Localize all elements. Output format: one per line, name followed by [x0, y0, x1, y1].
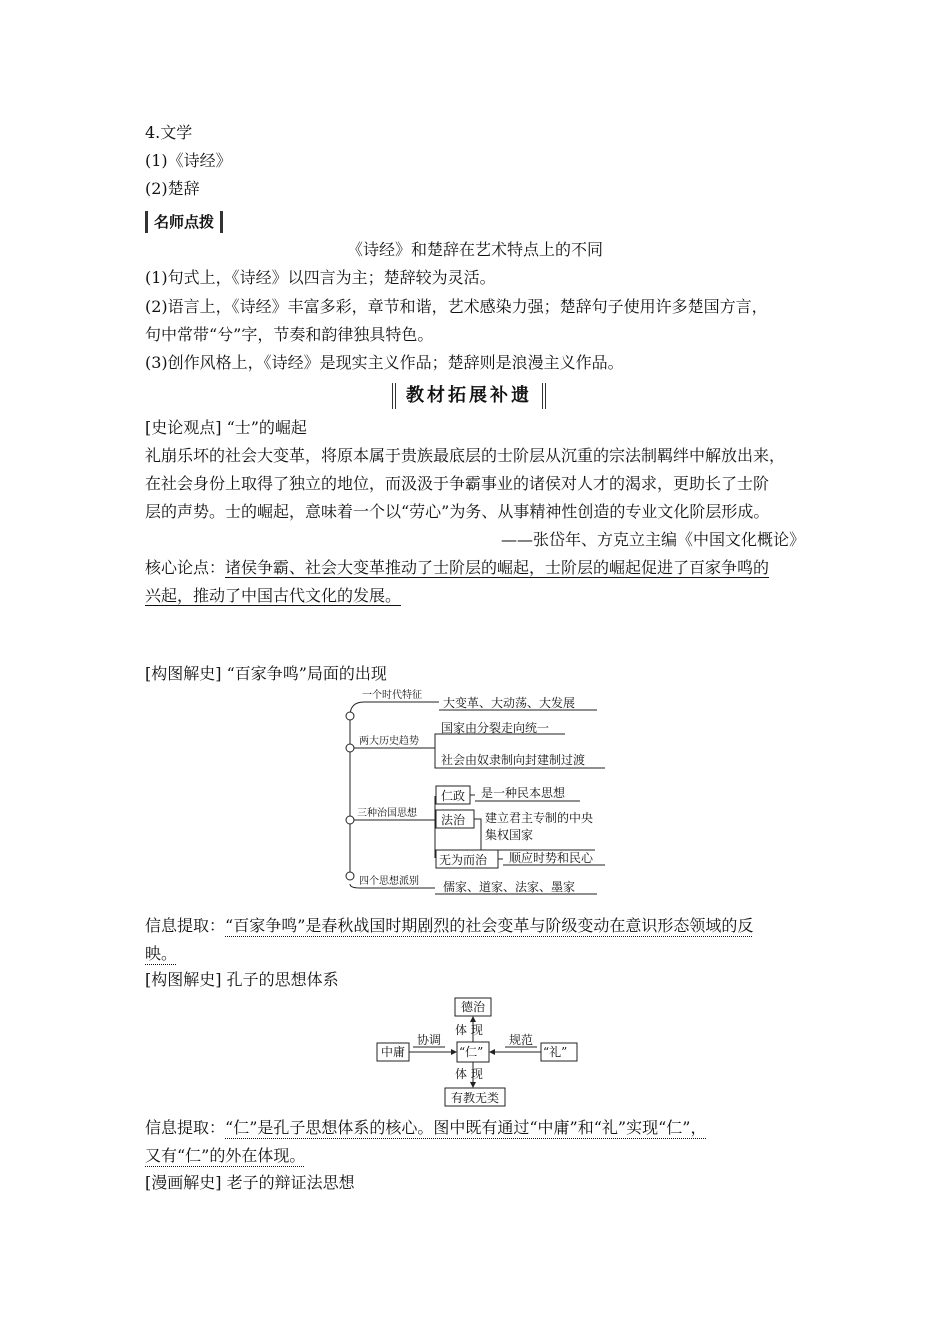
governance-wuwei: 无为而治	[439, 853, 488, 867]
section-title: 教材拓展补遗	[392, 383, 546, 409]
governance-wuwei-desc: 顺应时势和民心	[509, 851, 594, 865]
node-dezhi: 德治	[461, 1000, 486, 1014]
branch-governance-label: 三种治国思想	[357, 808, 417, 819]
literature-item-shijing: (1)《诗经》	[145, 151, 232, 170]
shilun-heading: [史论观点] “士”的崛起	[145, 418, 307, 437]
trend-leaf-1: 国家由分裂走向统一	[441, 721, 550, 735]
edge-xietiao: 协调	[417, 1033, 442, 1047]
edge-guifan: 规范	[509, 1033, 534, 1047]
goutu1-info-text-1: “百家争鸣”是春秋战国时期剧烈的社会变革与阶级变动在意识形态领域的反	[225, 916, 754, 935]
branch-trends-label: 两大历史趋势	[359, 736, 419, 747]
branch-schools-label: 四个思想派别	[359, 876, 419, 887]
core-text-1: 诸侯争霸、社会大变革推动了士阶层的崛起，士阶层的崛起促进了百家争鸣的	[225, 558, 770, 577]
node-ren: “仁”	[459, 1045, 484, 1059]
branch-era-label: 一个时代特征	[362, 690, 422, 701]
edge-tixian-down: 体 现	[455, 1067, 483, 1081]
manhua-heading: [漫画解史] 老子的辩证法思想	[145, 1173, 355, 1192]
node-li: “礼”	[543, 1045, 568, 1059]
core-label: 核心论点：	[145, 558, 226, 577]
goutu2-info-text-1: “仁”是孔子思想体系的核心。图中既有通过“中庸”和“礼”实现“仁”，	[225, 1118, 707, 1137]
era-leaf: 大变革、大动荡、大发展	[443, 696, 576, 710]
confucius-diagram	[375, 996, 585, 1108]
governance-fazhi-desc-2: 集权国家	[485, 828, 534, 842]
tip-point-2a: (2)语言上，《诗经》丰富多彩，章节和谐，艺术感染力强；楚辞句子使用许多楚国方言，	[145, 297, 768, 316]
goutu2-heading: [构图解史] 孔子的思想体系	[145, 970, 339, 989]
literature-item-chuci: (2)楚辞	[145, 179, 200, 198]
tip-label: 名师点拨	[145, 211, 223, 233]
goutu2-info-label: 信息提取：	[145, 1118, 226, 1137]
literature-heading: 4.文学	[145, 123, 193, 142]
goutu1-info-text-2: 映。	[145, 944, 178, 963]
goutu1-info-label: 信息提取：	[145, 916, 226, 935]
goutu1-info-line-2	[145, 944, 177, 964]
goutu1-heading: [构图解史] “百家争鸣”局面的出现	[145, 664, 387, 683]
tip-title: 《诗经》和楚辞在艺术特点上的不同	[346, 240, 603, 259]
tip-point-1: (1)句式上，《诗经》以四言为主；楚辞较为灵活。	[145, 268, 496, 287]
core-point-line-2	[145, 586, 401, 606]
schools-leaf: 儒家、道家、法家、墨家	[443, 880, 576, 894]
core-point-line-1	[145, 558, 769, 578]
governance-fazhi: 法治	[441, 813, 466, 827]
baijia-diagram	[335, 688, 620, 898]
shilun-line-2: 在社会身份上取得了独立的地位，而汲汲于争霸事业的诸侯对人才的渴求，更助长了士阶	[145, 474, 770, 493]
edge-tixian-up: 体 现	[455, 1023, 483, 1037]
tip-point-3: (3)创作风格上，《诗经》是现实主义作品；楚辞则是浪漫主义作品。	[145, 353, 624, 372]
trend-leaf-2: 社会由奴隶制向封建制过渡	[441, 753, 586, 767]
shilun-line-1: 礼崩乐坏的社会大变革，将原本属于贵族最底层的士阶层从沉重的宗法制羁绊中解放出来，	[145, 446, 786, 465]
goutu1-info-line-1	[145, 916, 753, 936]
core-text-2: 兴起，推动了中国古代文化的发展。	[145, 586, 402, 605]
goutu2-info-line-2	[145, 1146, 305, 1166]
governance-renzheng-desc: 是一种民本思想	[481, 786, 566, 800]
shilun-line-3: 层的声势。士的崛起，意味着一个以“劳心”为务、从事精神性创造的专业文化阶层形成。	[145, 502, 770, 521]
tip-point-2b: 句中常带“兮”字，节奏和韵律独具特色。	[145, 325, 434, 344]
governance-fazhi-desc-1: 建立君主专制的中央	[485, 811, 594, 825]
shilun-source: ——张岱年、方克立主编《中国文化概论》	[500, 530, 805, 549]
node-youjiaowulei: 有教无类	[451, 1091, 500, 1105]
goutu2-info-text-2: 又有“仁”的外在体现。	[145, 1146, 306, 1165]
goutu2-info-line-1	[145, 1118, 706, 1138]
governance-renzheng: 仁政	[441, 789, 466, 803]
node-zhongyong: 中庸	[381, 1045, 406, 1059]
